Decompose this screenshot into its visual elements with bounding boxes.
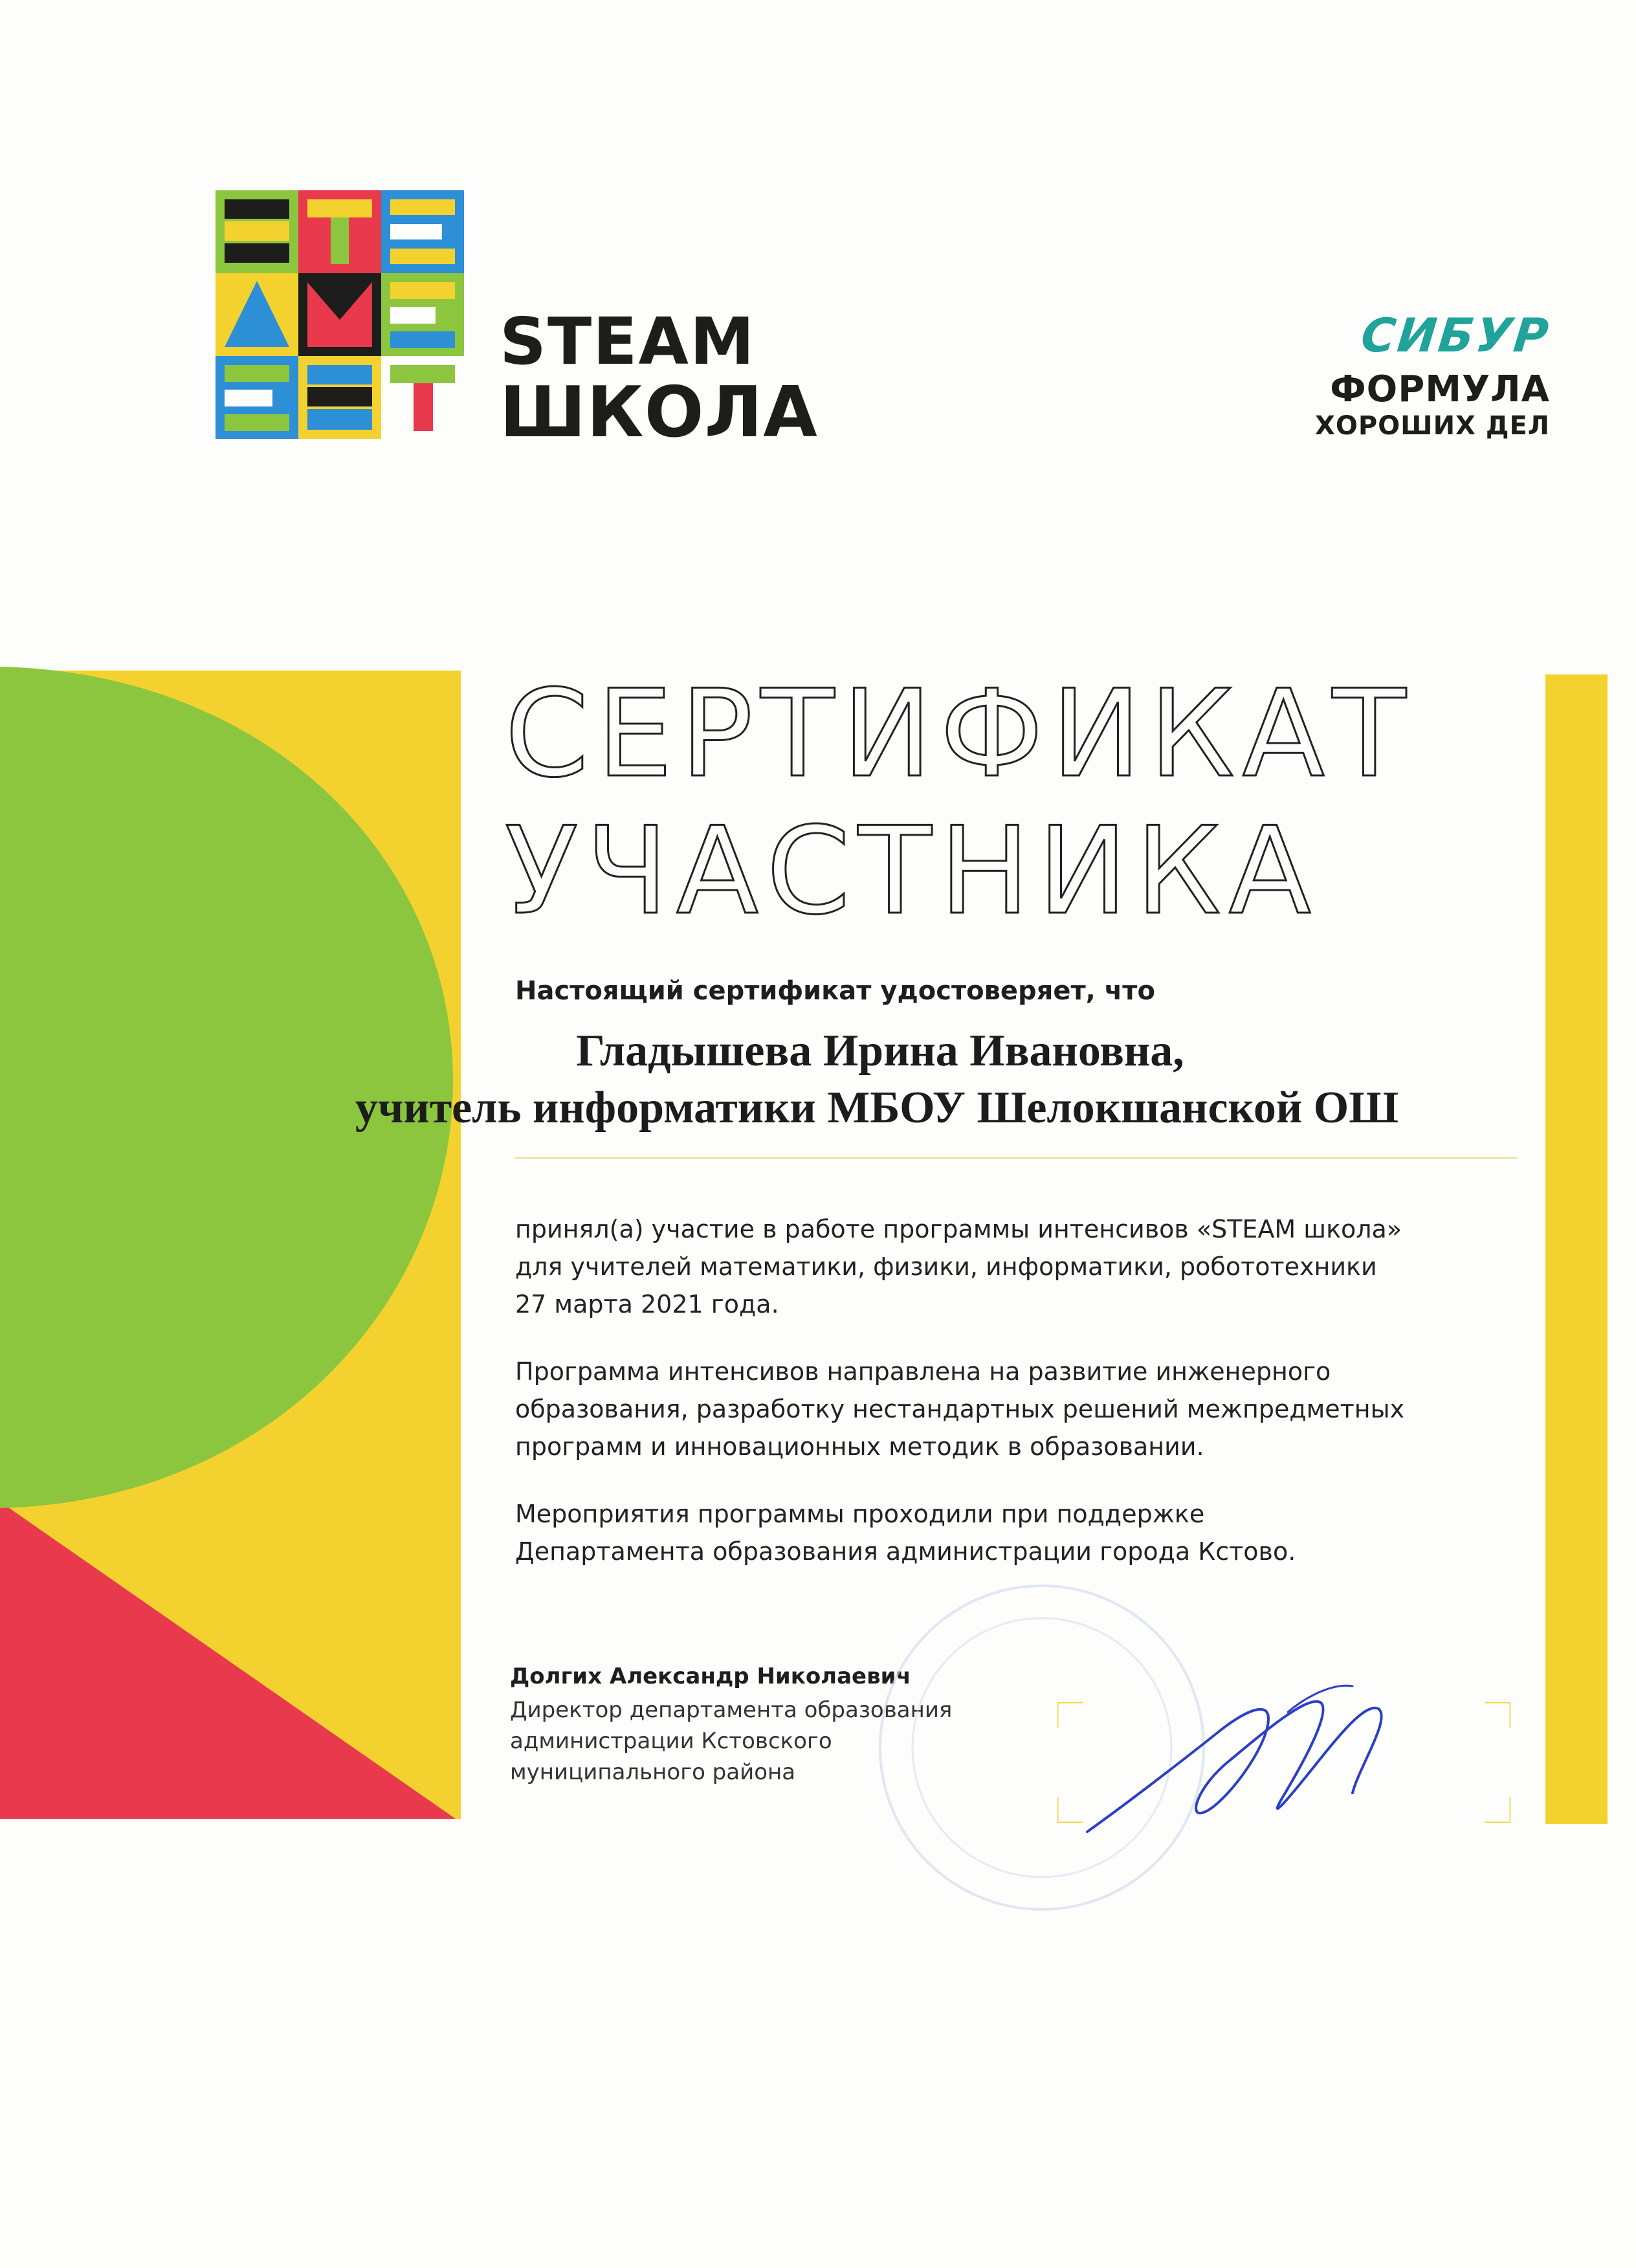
deco-yellow-stripe [1545,674,1608,1824]
sibur-slogan-line2: ХОРОШИХ ДЕЛ [1315,411,1550,441]
recipient [311,1023,1450,1137]
steam-logo-mark [216,190,464,439]
signer-position-line: администрации Кстовского [510,1728,832,1754]
paragraph-participation [515,1210,1402,1323]
paragraph-program-goal [515,1353,1404,1465]
paragraph-line: образования, разработку нестандартных решений межпредметных [515,1395,1405,1423]
title-line1: СЕРТИФИКАТ [505,663,1414,804]
paragraph-line: для учителей математики, физики, информатики, робототехники [515,1252,1377,1281]
signer-position-line: муниципального района [510,1759,796,1785]
paragraph-line: программ и инновационных методик в образовании. [515,1432,1204,1461]
decorative-shapes [0,667,466,1819]
sibur-logo [1315,308,1553,441]
certificate-title [505,665,1413,940]
title-line2: УЧАСТНИКА [505,801,1319,941]
recipient-name: Гладышева Ирина Ивановна, [576,1026,1184,1076]
divider-line [515,1157,1517,1159]
steam-wordmark-line1: STEAM [500,304,756,379]
steam-wordmark-line2: ШКОЛА [500,372,818,453]
sibur-brand: СИБУР [1358,308,1553,362]
paragraph-line: Мероприятия программы проходили при поддержке [515,1500,1205,1528]
paragraph-line: принял(а) участие в работе программы интенсивов «STEAM школа» [515,1215,1402,1243]
certificate-intro: Настоящий сертификат удостоверяет, что [515,976,1155,1006]
paragraph-line: Программа интенсивов направлена на развитие инженерного [515,1357,1331,1386]
recipient-position: учитель информатики МБОУ Шелокшанской ОШ [355,1083,1399,1133]
paragraph-support [515,1495,1296,1570]
signer-position-line: Директор департамента образования [510,1697,953,1723]
paragraph-line: Департамента образования администрации города Кстово. [515,1537,1296,1566]
sibur-slogan-line1: ФОРМУЛА [1330,368,1550,410]
steam-wordmark [500,304,818,453]
signer-name: Долгих Александр Николаевич [510,1663,911,1689]
paragraph-line: 27 марта 2021 года. [515,1290,779,1318]
handwritten-signature [1074,1657,1411,1851]
